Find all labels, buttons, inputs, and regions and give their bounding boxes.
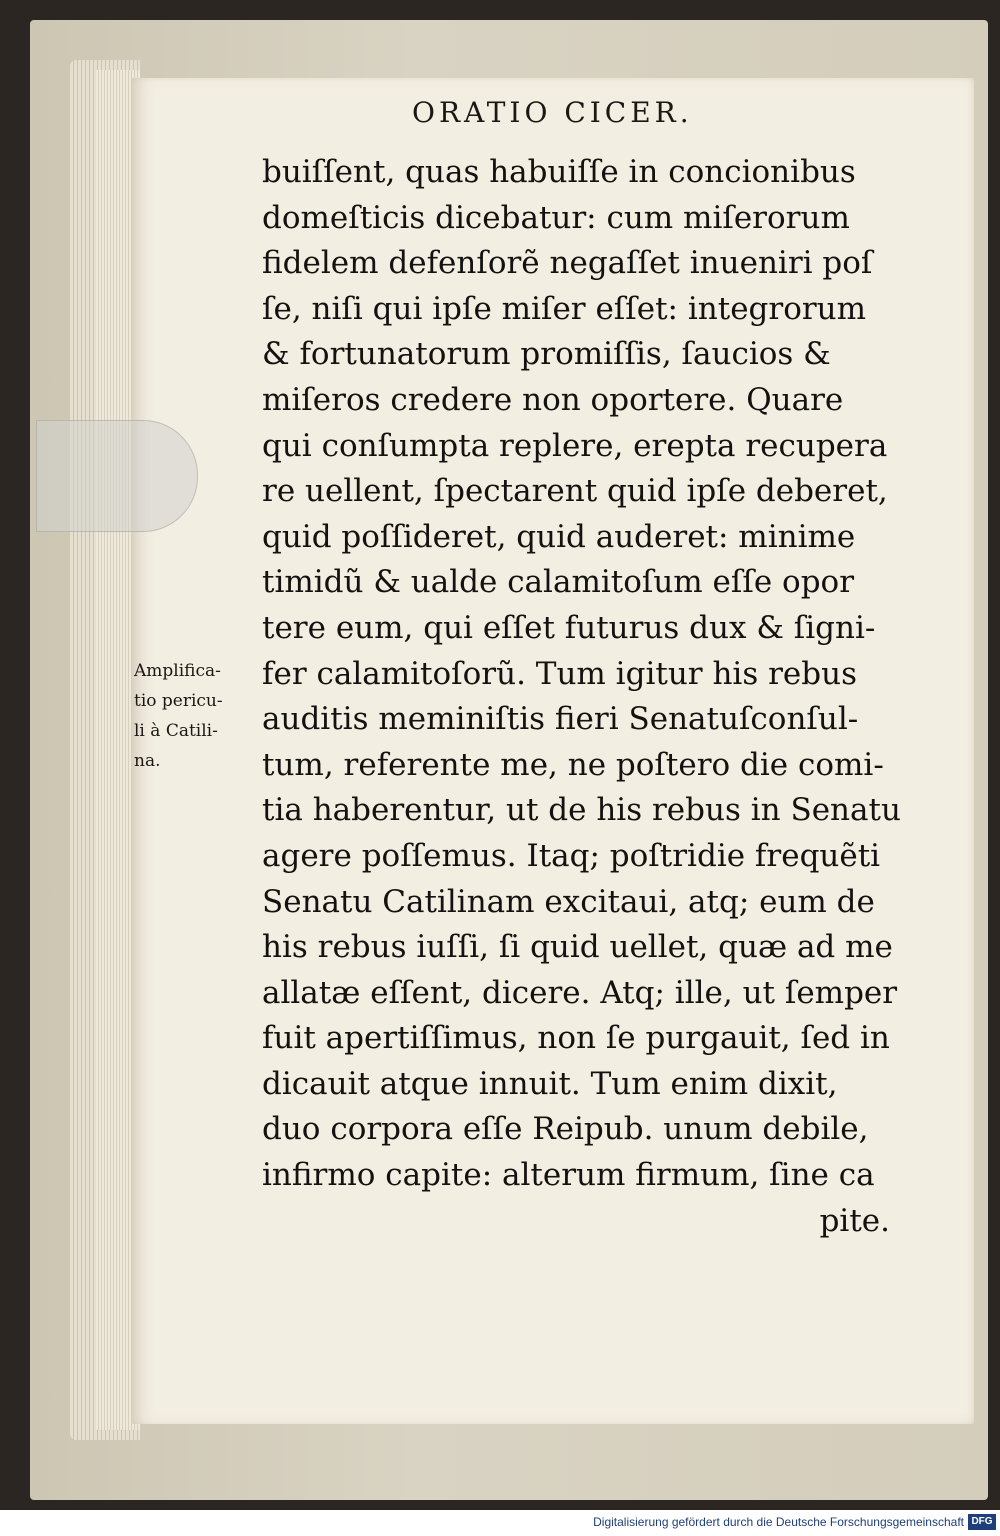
text-line: auditis meminiſtis fieri Senatuſconſul- <box>262 701 859 738</box>
text-line: quid poſſideret, quid auderet: minime <box>262 518 856 555</box>
footer-bar <box>0 1510 1000 1536</box>
margin-note-line: tio pericu- <box>134 691 223 711</box>
text-line: miſeros credere non oportere. Quare <box>262 381 844 418</box>
footer-credit: Digitalisierung gefördert durch die Deutsche Forschungsgemeinschaft <box>593 1515 964 1529</box>
margin-note <box>134 656 262 776</box>
text-line: qui conſumpta replere, erepta recupera <box>262 427 888 464</box>
text-line: dicauit atque innuit. Tum enim dixit, <box>262 1065 838 1102</box>
text-line: infirmo capite: alterum firmum, ſine ca <box>262 1157 875 1194</box>
text-line: timidũ & ualde calamitoſum eſſe opor <box>262 564 855 601</box>
running-head: ORATIO CICER. <box>412 96 693 129</box>
margin-note-line: li à Catili- <box>134 721 218 741</box>
text-line: duo corpora eſſe Reipub. unum debile, <box>262 1111 869 1148</box>
catchword: pite. <box>819 1202 890 1239</box>
text-line: tia haberentur, ut de his rebus in Senatu <box>262 792 901 829</box>
text-line: Senatu Catilinam excitaui, atq; eum de <box>262 883 875 920</box>
text-line: fidelem defenſorẽ negaſſet inueniri poſ <box>262 245 873 282</box>
dfg-logo: DFG <box>968 1514 996 1530</box>
page-clip <box>36 420 198 532</box>
text-line: tere eum, qui eſſet futurus dux & ſigni- <box>262 609 876 646</box>
text-line: domeſticis dicebatur: cum miſerorum <box>262 199 850 236</box>
text-line: agere poſſemus. Itaq; poſtridie frequẽti <box>262 837 881 874</box>
text-line: allatæ eſſent, dicere. Atq; ille, ut ſemper <box>262 974 898 1011</box>
text-line: his rebus iuſſi, ſi quid uellet, quæ ad me <box>262 929 893 966</box>
text-line: fuit apertiſſimus, non ſe purgauit, ſed in <box>262 1020 890 1057</box>
margin-note-line: Amplifica- <box>134 661 221 681</box>
text-line: ſe, niſi qui ipſe miſer eſſet: integrorum <box>262 290 867 327</box>
text-line: buiſſent, quas habuiſſe in concionibus <box>262 154 856 190</box>
body-text <box>262 150 902 1244</box>
text-line: fer calamitoſorũ. Tum igitur his rebus <box>262 655 857 692</box>
margin-note-line: na. <box>134 751 161 771</box>
text-line: tum, referente me, ne poſtero die comi- <box>262 746 884 783</box>
text-line: & fortunatorum promiſſis, ſaucios & <box>262 336 831 373</box>
text-line: re uellent, ſpectarent quid ipſe deberet, <box>262 473 888 510</box>
